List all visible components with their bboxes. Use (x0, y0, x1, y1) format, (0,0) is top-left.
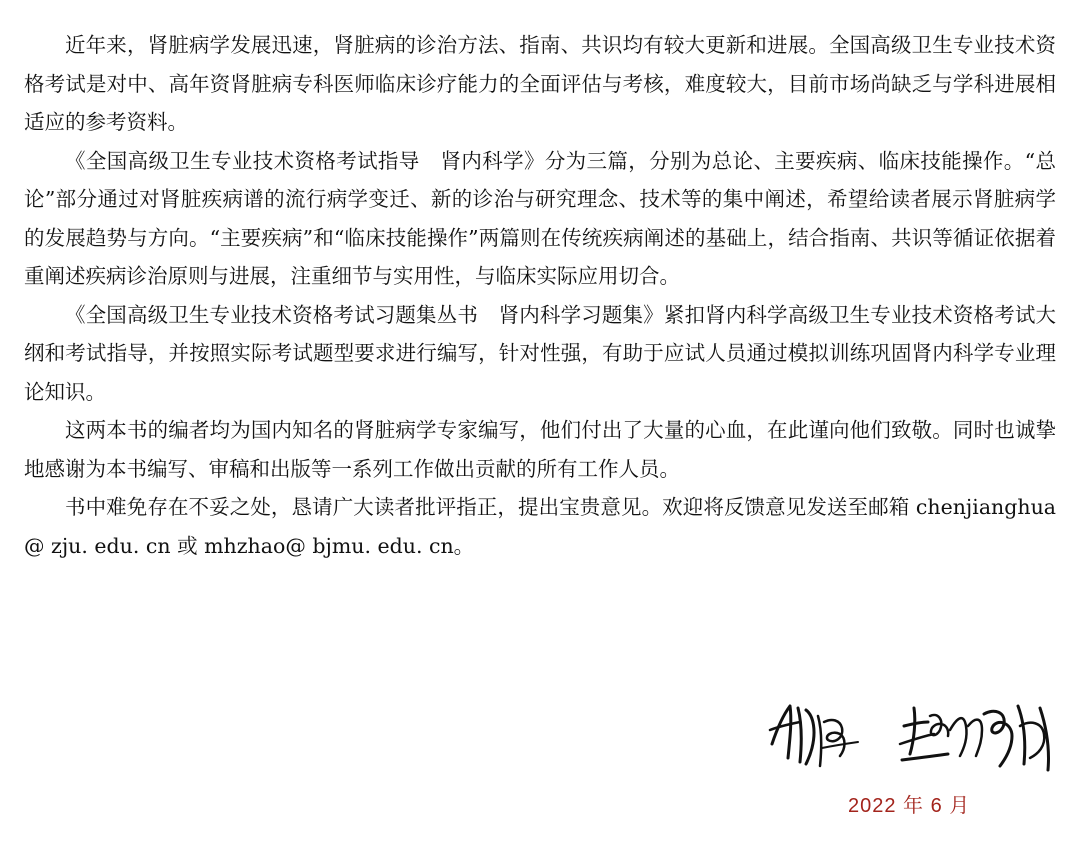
paragraph-5: 书中难免存在不妥之处，恳请广大读者批评指正，提出宝贵意见。欢迎将反馈意见发送至邮箱 chenjianghua@ zju. edu. cn 或 mhzhao@ bjmu. edu. cn。 (24, 495, 1056, 558)
handwritten-signature (762, 686, 1062, 778)
paragraph-3: 《全国高级卫生专业技术资格考试习题集丛书 肾内科学习题集》紧扣肾内科学高级卫生专业技术资格考试大纲和考试指导，并按照实际考试题型要求进行编写，针对性强，有助于应试人员通过模拟训练巩固肾内科学专业理论知识。 (24, 302, 1056, 404)
date-line: 2022 年 6 月 (848, 795, 971, 817)
paragraph-4: 这两本书的编者均为国内知名的肾脏病学专家编写，他们付出了大量的心血，在此谨向他们致敬。同时也诚挚地感谢为本书编写、审稿和出版等一系列工作做出贡献的所有工作人员。 (24, 418, 1056, 481)
paragraph-1: 近年来，肾脏病学发展迅速，肾脏病的诊治方法、指南、共识均有较大更新和进展。全国高级卫生专业技术资格考试是对中、高年资肾脏病专科医师临床诊疗能力的全面评估与考核，难度较大，目前市场尚缺乏与学科进展相适应的参考资料。 (24, 33, 1056, 134)
paragraph-2: 《全国高级卫生专业技术资格考试指导 肾内科学》分为三篇，分别为总论、主要疾病、临床技能操作。“总论”部分通过对肾脏疾病谱的流行病学变迁、新的诊治与研究理念、技术等的集中阐述，希望给读者展示肾脏病学的发展趋势与方向。“主要疾病”和“临床技能操作”两篇则在传统疾病阐述的基础上，结合指南、共识等循证依据着重阐述疾病诊治原则与进展，注重细节与实用性，与临床实际应用切合。 (24, 148, 1056, 288)
preface-body (24, 26, 1056, 565)
